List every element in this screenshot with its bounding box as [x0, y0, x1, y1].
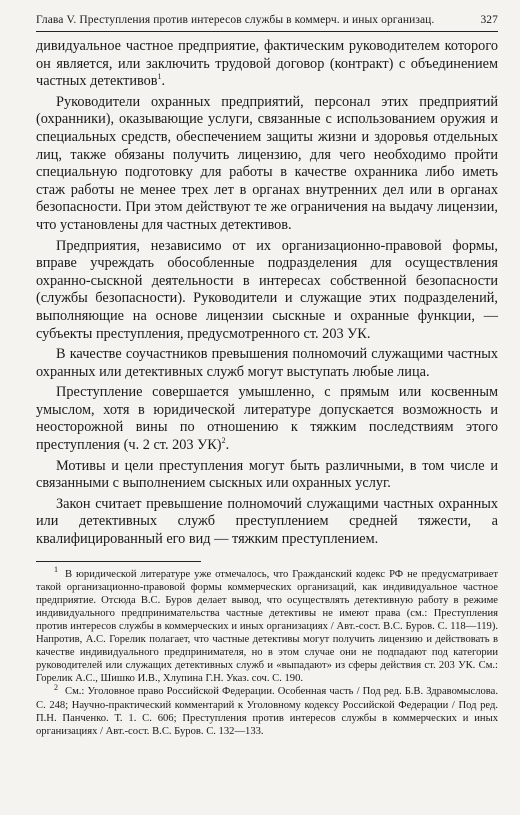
running-header	[36, 14, 498, 26]
footnote-1	[36, 565, 498, 686]
paragraph-text: дивидуальное частное предприятие, фактическим руководителем которого он является, или заключить трудовой договор (контракт) с объединением частных детективов	[36, 38, 498, 90]
paragraph-tail: .	[225, 437, 230, 454]
paragraph-3: Предприятия, независимо от их организационно-правовой формы, вправе учреждать обособленные подразделения для осуществления охранно-сыскной деятельности в интересах собственной безопасности (службы безопасности). Руководители и служащие этих подразделений, выполняющие на основе лицензии сыскные и охранные функции, — субъекты преступления, предусмотренного ст. 203 УК.	[36, 237, 498, 342]
paragraph-tail: .	[161, 73, 166, 90]
paragraph-2: Руководители охранных предприятий, персонал этих предприятий (охранники), оказывающие услуги, связанные с использованием оружия и специальных средств, обеспечением защиты жизни и здоровья отдельных лиц, также обязаны получить лицензию, для чего необходимо пройти специальную подготовку для работы в качестве охранника либо иметь стаж работы не менее трех лет в органах внутренних дел или в органах безопасности. При этом действуют те же ограничения на выдачу лицензии, что установлены для частных детективов.	[36, 93, 498, 233]
footnote-text: В юридической литературе уже отмечалось, что Гражданский кодекс РФ не предусматривает такой организационно-правовой формы коммерческих организаций, как индивидуальное частное предприятие. Отсюда В.С. Буров делает вывод, что осуществлять детективную работу в режиме индивидуального предпринимательства частные детективы не имеют права (см.: Преступления против интересов службы в коммерческих и иных организациях / Авт.-сост. В.С. Буров. С. 118—119). Напротив, А.С. Горелик полагает, что частные детективы могут получить лицензию и действовать в качестве индивидуального предпринимателя, но в этом случае они не подпадают под категории руководителей или служащих детективных служб и «выпадают» из сферы действия ст. 203 УК. См.: Горелик А.С., Шишко И.В., Хлупина Г.Н. Указ. соч. С. 190.	[36, 568, 498, 685]
footnote-mark: 1	[54, 565, 58, 575]
footnote-2	[36, 682, 498, 737]
footnote-text: См.: Уголовное право Российской Федерации. Особенная часть / Под ред. Б.В. Здравомыслова. С. 248; Научно-практический комментарий к Уголовному кодексу Российской Федерации / Под ред. П.Н. Панченко. Т. 1. С. 606; Преступления против интересов службы в коммерческих и иных организациях / Авт.-сост. В.С. Буров. С. 132—133.	[36, 686, 498, 737]
footnote-ref-2: 2	[221, 436, 226, 446]
paragraph-text: Преступление совершается умышленно, с прямым или косвенным умыслом, хотя в юридической литературе допускается возможность и неосторожной вины по отношению к тяжким последствиям этого преступления (ч. 2 ст. 203 УК)	[36, 384, 498, 454]
paragraph-1	[36, 38, 498, 91]
paragraph-6: Мотивы и цели преступления могут быть различными, в том числе и связанными с выполнением сыскных или охранных услуг.	[36, 457, 498, 492]
footnote-rule	[36, 561, 201, 562]
paragraph-4: В качестве соучастников превышения полномочий служащими частных охранных или детективных служб могут выступать любые лица.	[36, 346, 498, 380]
paragraph-5	[36, 384, 498, 454]
header-rule	[36, 31, 498, 32]
page-number: 327	[480, 14, 498, 26]
main-text	[36, 38, 498, 549]
running-title: Глава V. Преступления против интересов службы в коммерч. и иных организац.	[36, 14, 435, 26]
footnote-ref-1: 1	[157, 72, 162, 82]
footnote-mark: 2	[54, 682, 58, 692]
paragraph-7: Закон считает превышение полномочий служащими частных охранных или детективных служб преступлением средней тяжести, а квалифицированный его вид — тяжким преступлением.	[36, 495, 498, 548]
footnotes	[36, 565, 498, 738]
